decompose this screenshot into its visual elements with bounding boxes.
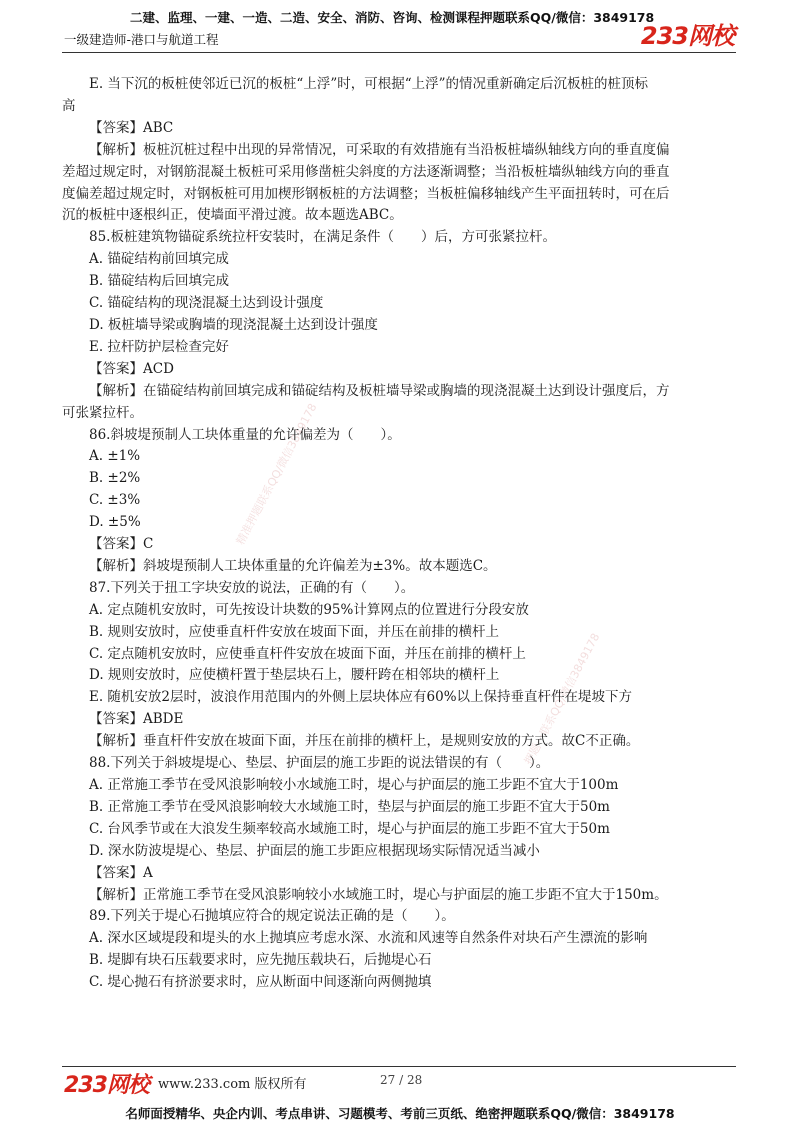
answer-line: 【答案】ABDE [89,711,184,728]
option-line: A. 锚碇结构前回填完成 [89,251,229,268]
option-line: C. 锚碇结构的现浇混凝土达到设计强度 [89,295,324,312]
footer-promo: 名师面授精华、央企内训、考点串讲、习题模考、考前三页纸、绝密押题联系QQ/微信：3849178 [125,1106,675,1121]
option-line: D. ±5% [89,514,141,531]
option-line: A. 正常施工季节在受风浪影响较小水域施工时，堤心与护面层的施工步距不宜大于100m [89,777,619,793]
analysis-line: 【解析】正常施工季节在受风浪影响较小水域施工时，堤心与护面层的施工步距不宜大于150m。 [89,886,668,903]
header-promo: 二建、监理、一建、一造、二造、安全、消防、咨询、检测课程押题联系QQ/微信：3849178 [130,10,655,25]
page-number: 27 / 28 [380,1073,423,1087]
option-line: C. 台风季节或在大浪发生频率较高水域施工时，堤心与护面层的施工步距不宜大于50m [89,820,610,837]
answer-line: 【答案】ACD [89,360,174,377]
question-line: 88.下列关于斜坡堤堤心、垫层、护面层的施工步距的说法错误的有（ ）。 [89,755,550,772]
option-line: C. 定点随机安放时，应使垂直杆件安放在坡面下面，并压在前排的横杆上 [89,645,526,662]
option-line: D. 规则安放时，应使横杆置于垫层块石上，腰杆跨在相邻块的横杆上 [89,667,500,684]
option-line: E. 随机安放2层时，波浪作用范围内的外侧上层块体应有60%以上保持垂直杆件在堤坡下方 [89,689,633,706]
option-line: B. 堤脚有块石压载要求时，应先抛压载块石，后抛堤心石 [89,952,432,969]
brand-logo: 233网校 [640,22,734,50]
analysis-line: 可张紧拉杆。 [62,404,143,421]
watermark: 精准押题联系QQ/微信3849178 [233,401,320,548]
analysis-line: 【解析】垂直杆件安放在坡面下面，并压在前排的横杆上，是规则安放的方式。故C不正确。 [89,733,640,750]
option-line: D. 板桩墙导梁或胸墙的现浇混凝土达到设计强度 [89,316,378,333]
question-line: 86.斜坡堤预制人工块体重量的允许偏差为（ ）。 [89,426,401,443]
option-line: D. 深水防波堤堤心、垫层、护面层的施工步距应根据现场实际情况适当减小 [89,842,540,859]
option-line: C. ±3% [89,492,141,509]
option-line: B. 正常施工季节在受风浪影响较大水域施工时，垫层与护面层的施工步距不宜大于50m [89,798,610,815]
analysis-line: 【解析】在锚碇结构前回填完成和锚碇结构及板桩墙导梁或胸墙的现浇混凝土达到设计强度后，方 [89,382,670,399]
answer-line: 【答案】ABC [89,119,174,136]
analysis-line: 差超过规定时，对钢筋混凝土板桩可采用修凿桩尖斜度的方法逐渐调整；当沿板桩墙纵轴线方向的垂直 [62,163,670,180]
option-line: B. 规则安放时，应使垂直杆件安放在坡面下面，并压在前排的横杆上 [89,623,500,640]
option-line: 高 [62,97,76,114]
option-line: A. 定点随机安放时，可先按设计块数的95%计算网点的位置进行分段安放 [89,601,529,618]
answer-line: 【答案】A [89,864,153,881]
analysis-line: 沉的板桩中逐根纠正，使墙面平滑过渡。故本题选ABC。 [62,207,403,224]
question-line: 89.下列关于堤心石抛填应符合的规定说法正确的是（ ）。 [89,908,455,925]
watermark: 押题一联系QQ/微信3849178 [521,631,603,768]
document-body [62,74,736,994]
option-line: C. 堤心抛石有挤淤要求时，应从断面中间逐渐向两侧抛填 [89,974,432,991]
footer-logo: 233网校 [64,1073,149,1098]
question-line: 85.板桩建筑物锚碇系统拉杆安装时，在满足条件（ ）后，方可张紧拉杆。 [89,229,556,246]
option-line: E. 当下沉的板桩使邻近已沉的板桩“上浮”时，可根据“上浮”的情况重新确定后沉板桩的桩顶标 [89,76,649,92]
option-line: B. ±2% [89,470,141,487]
header-divider [62,52,736,53]
option-line: A. 深水区域堤段和堤头的水上抛填应考虑水深、水流和风速等自然条件对块石产生漂流的影响 [89,930,648,947]
question-line: 87.下列关于扭工字块安放的说法，正确的有（ ）。 [89,579,415,596]
option-line: B. 锚碇结构后回填完成 [89,273,230,290]
analysis-line: 【解析】板桩沉桩过程中出现的异常情况，可采取的有效措施有当沿板桩墙纵轴线方向的垂直度偏 [89,141,670,158]
option-line: A. ±1% [89,448,141,465]
footer-site[interactable]: www.233.com 版权所有 [158,1077,307,1092]
footer-divider [62,1066,736,1067]
analysis-line: 【解析】斜坡堤预制人工块体重量的允许偏差为±3%。故本题选C。 [89,557,497,574]
answer-line: 【答案】C [89,536,154,553]
analysis-line: 度偏差超过规定时，对钢板桩可用加楔形钢板桩的方法调整；当板桩偏移轴线产生平面扭转时，可在后 [62,185,670,202]
header-subtitle: 一级建造师-港口与航道工程 [64,32,219,47]
option-line: E. 拉杆防护层检查完好 [89,338,229,355]
